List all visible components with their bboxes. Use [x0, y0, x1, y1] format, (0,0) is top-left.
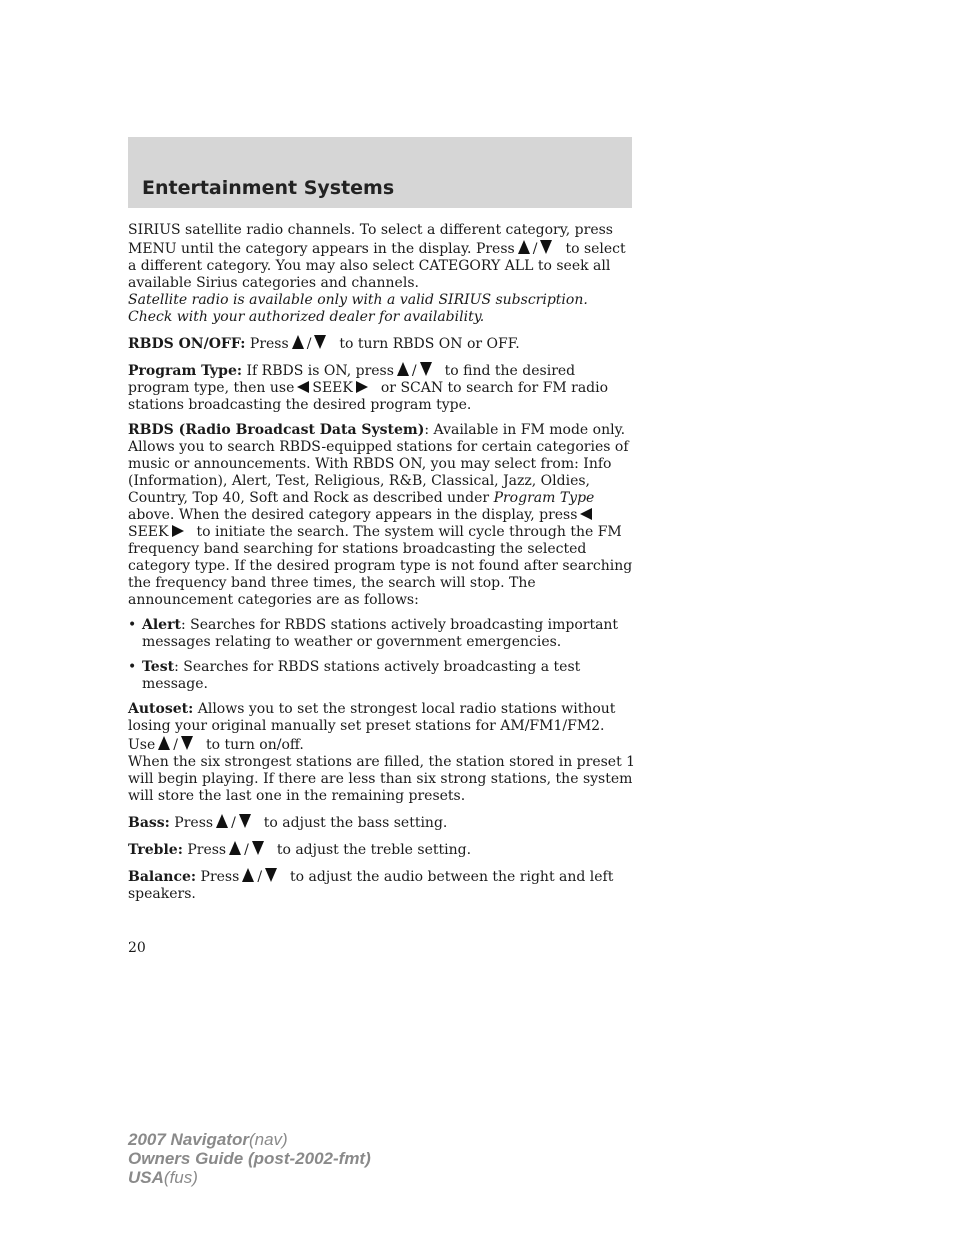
- list-item: • Alert: Searches for RBDS stations actively broadcasting important messages relating to weather or government emergencies.: [128, 617, 619, 650]
- up-arrow-icon: [291, 334, 305, 350]
- header-band: [128, 137, 632, 208]
- up-arrow-icon: [215, 813, 229, 829]
- seek-right-arrow-icon: [355, 380, 369, 394]
- footer: 2007 Navigator(nav) Owners Guide (post-2002-fmt) USA(fus): [128, 1130, 371, 1187]
- paragraph-autoset-detail: When the six strongest stations are filled, the station stored in preset 1 will begin playing. If there are less than six strong stations, the system will store the last one in the remaining presets.: [128, 754, 636, 804]
- up-arrow-icon: [396, 361, 410, 377]
- down-arrow-icon: [539, 239, 553, 255]
- paragraph-rbds-onoff: RBDS ON/OFF: Press / to turn RBDS ON or OFF.: [128, 336, 520, 352]
- paragraph-rbds: RBDS (Radio Broadcast Data System): Available in FM mode only. Allows you to search RBDS-equipped stations for certain categories of music or announcements. With RBDS ON, you may select from: Info (Information), Alert, Test, Religious, R&B, Classical, Jazz, Oldies, Country, Top 40, Soft and Rock as described under Program Type above. When the desired category appears in the display, press SEEK to initiate the search. The system will cycle through the FM frequency band searching for stations broadcasting the selected category type. If the desired program type is not found after searching the frequency band three times, the search will stop. The announcement categories are as follows:: [128, 422, 633, 608]
- up-arrow-icon: [517, 239, 531, 255]
- paragraph-sirius: SIRIUS satellite radio channels. To select a different category, press MENU until the category appears in the display. Press / to select a different category. You may also select CATEGORY ALL to seek all available Sirius categories and channels. Satellite radio is available only with a valid SIRIUS subscription. Check with your authorized dealer for availability.: [128, 222, 626, 325]
- paragraph-treble: Treble: Press / to adjust the treble setting.: [128, 842, 472, 858]
- up-arrow-icon: [228, 840, 242, 856]
- list-item: • Test: Searches for RBDS stations actively broadcasting a test message.: [128, 659, 581, 692]
- down-arrow-icon: [238, 813, 252, 829]
- paragraph-autoset: Autoset: Allows you to set the strongest local radio stations without losing your original manually set preset stations for AM/FM1/FM2. Use / to turn on/off.: [128, 701, 616, 753]
- down-arrow-icon: [313, 334, 327, 350]
- paragraph-balance: Balance: Press / to adjust the audio between the right and left speakers.: [128, 869, 614, 902]
- down-arrow-icon: [419, 361, 433, 377]
- seek-left-arrow-icon: [296, 380, 310, 394]
- paragraph-bass: Bass: Press / to adjust the bass setting.: [128, 815, 448, 831]
- up-arrow-icon: [157, 735, 171, 751]
- seek-right-arrow-icon: [171, 524, 185, 538]
- page-number: 20: [128, 940, 146, 956]
- down-arrow-icon: [180, 735, 194, 751]
- paragraph-program-type: Program Type: If RBDS is ON, press / to find the desired program type, then use SEEK or SCAN to search for FM radio stations broadcasting the desired program type.: [128, 363, 609, 413]
- down-arrow-icon: [264, 867, 278, 883]
- up-arrow-icon: [241, 867, 255, 883]
- page-content: [128, 222, 638, 911]
- down-arrow-icon: [251, 840, 265, 856]
- seek-left-arrow-icon: [579, 507, 593, 521]
- section-title: Entertainment Systems: [142, 177, 395, 199]
